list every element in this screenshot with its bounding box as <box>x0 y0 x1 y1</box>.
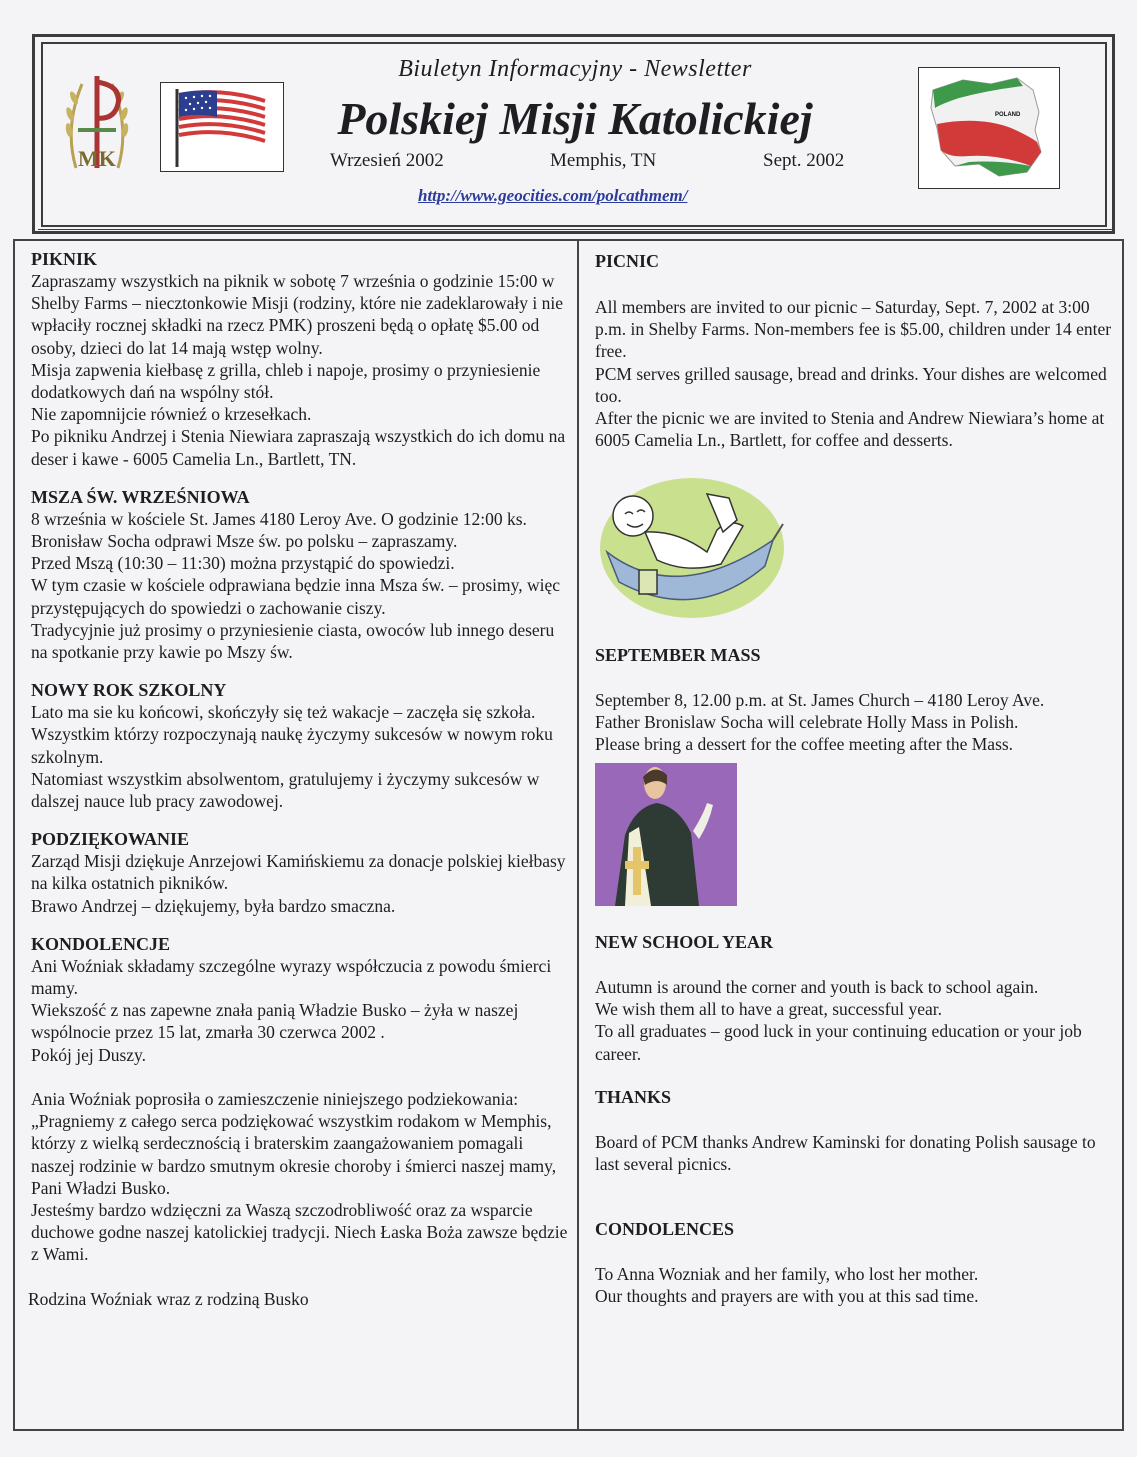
section-body-podziekowanie: Zarząd Misji dziękuje Anrzejowi Kamińskiemu za donacje polskiej kiełbasy na kilka ostatnich pikników. Brawo Andrzej – dziękujemy, była bardzo smaczna. <box>31 851 566 916</box>
section-body-school: Autumn is around the corner and youth is back to school again. We wish them all to have a great, successful year. To all graduates – good luck in your continuing education or your job career. <box>595 977 1082 1064</box>
section-heading-szkola: NOWY ROK SZKOLNY <box>31 680 227 701</box>
section-heading-thanks: THANKS <box>595 1086 672 1107</box>
website-link[interactable]: http://www.geocities.com/polcathmem/ <box>418 186 688 205</box>
hammock-relax-illustration <box>597 474 787 620</box>
pmk-logo-letters: MK <box>78 146 116 171</box>
us-flag-icon <box>161 83 283 171</box>
section-heading-condolences: CONDOLENCES <box>595 1219 735 1240</box>
section-heading-podziekowanie: PODZIĘKOWANIE <box>31 829 190 850</box>
priest-illustration <box>595 763 737 906</box>
section-heading-picnic: PICNIC <box>595 251 660 271</box>
thanks-letter-quote: „Pragniemy z całego serca podziękować wszystkim rodakom w Memphis, którzy z wielką serdecznością i braterskim zaangażowaniem pomagali naszej rodzinie w bardzo smutnym okresie choroby i śmierci naszej mamy, Pani Władzi Busko. Jesteśmy bardzo wdzięczni za Waszą szczodrobliwość oraz za wsparcie duchowe godne naszej katolickiej tradycji. Niech Łaska Boża zawsze będzie z Wami. <box>31 1111 568 1265</box>
poland-map-label: POLAND <box>995 112 1021 118</box>
masthead-rule <box>38 233 1112 234</box>
column-divider <box>577 240 579 1430</box>
polish-column <box>28 248 571 1310</box>
section-body-szkola: Lato ma sie ku końcowi, skończyły się też wakacje – zaczęła się szkoła. Wszystkim którzy rozpoczynają naukę życzymy sukcesów w nowym roku szkolnym. Natomiast wszystkim absolwentom, gratulujemy i życzymy sukcesów w dalszej nauce lub pracy zawodowej. <box>31 702 553 812</box>
section-body-picnic: All members are invited to our picnic – Saturday, Sept. 7, 2002 at 3:00 p.m. in Shelby Farms. Non-members fee is $5.00, children under 14 enter free. PCM serves grilled sausage, bread and drinks. Your dishes are welcomed too. After the picnic we are invited to Stenia and Andrew Niewiara’s home at 6005 Camelia Ln., Bartlett, for coffee and desserts. <box>595 297 1112 451</box>
section-heading-msza: MSZA ŚW. WRZEŚNIOWA <box>31 486 250 507</box>
thanks-letter-intro: Ania Woźniak poprosiła o zamieszczenie niniejszego podziekowania: <box>31 1088 519 1109</box>
english-column-bottom <box>595 931 1115 1308</box>
poland-map-icon <box>919 68 1059 188</box>
section-body-msza: 8 września w kościele St. James 4180 Leroy Ave. O godzinie 12:00 ks. Bronisław Socha odprawi Msze św. po polsku – zapraszamy. Przed Mszą (10:30 – 11:30) można przystąpić do spowiedzi. W tym czasie w kościele odprawiana będzie inna Msza św. – prosimy, więc przystępujących do spowiedzi o zachowanie ciszy. Tradycyjnie już prosimy o przyniesienie ciasta, owoców lub innego deseru na spotkanie przy kawie po Mszy św. <box>31 508 561 663</box>
section-heading-school: NEW SCHOOL YEAR <box>595 932 774 952</box>
newsletter-title: Polskiej Misji Katolickiej <box>337 93 813 144</box>
section-body-thanks: Board of PCM thanks Andrew Kaminski for donating Polish sausage to last several picnics. <box>595 1131 1096 1175</box>
poland-map-frame <box>918 67 1060 189</box>
newsletter-subtitle: Biuletyn Informacyjny - Newsletter <box>398 56 752 82</box>
section-body-mass: September 8, 12.00 p.m. at St. James Church – 4180 Leroy Ave. Father Bronislaw Socha will celebrate Holly Mass in Polish. Please bring a dessert for the coffee meeting after the Mass. <box>595 690 1045 755</box>
location: Memphis, TN <box>550 150 657 171</box>
english-column-top <box>595 250 1115 451</box>
section-body-piknik: Zapraszamy wszystkich na piknik w sobotę 7 września o godzinie 15:00 w Shelby Farms – niecztonkowie Misji (rodziny, które nie zadeklarowały i nie wpłaciły rocznej składki na rzecz PMK) proszeni będą o opłatę $5.00 od osoby, dzieci do lat 14 mają wstęp wolny. Misja zapwenia kiełbasę z grilla, chleb i napoje, prosimy o przyniesienie dodatkowych dań na wspólny stół. Nie zapomnijcie równieź o krzesełkach. Po pikniku Andrzej i Stenia Niewiara zapraszają wszystkich do ich domu na deser i kawe - 6005 Camelia Ln., Bartlett, TN. <box>31 271 566 469</box>
us-flag-frame <box>160 82 284 172</box>
section-body-kondolencje: Ani Woźniak składamy szczególne wyrazy współczucia z powodu śmierci mamy. Wiekszość z nas zapewne znała panią Władzie Busko – żyła w naszej wspólnocie przez 15 lat, zmarła 30 czerwca 2002 . Pokój jej Duszy. <box>31 955 552 1065</box>
masthead-rule <box>38 229 1112 230</box>
section-body-condolences: To Anna Wozniak and her family, who lost her mother. Our thoughts and prayers are with you at this sad time. <box>595 1264 979 1307</box>
pmk-logo-icon <box>56 68 138 176</box>
english-column-mid <box>595 644 1115 756</box>
date-english: Sept. 2002 <box>763 150 845 171</box>
section-heading-kondolencje: KONDOLENCJE <box>31 933 171 954</box>
thanks-letter-signature: Rodzina Woźniak wraz z rodziną Busko <box>28 1288 309 1309</box>
section-heading-mass: SEPTEMBER MASS <box>595 645 761 665</box>
date-polish: Wrzesień 2002 <box>330 150 444 171</box>
section-heading-piknik: PIKNIK <box>31 249 98 269</box>
